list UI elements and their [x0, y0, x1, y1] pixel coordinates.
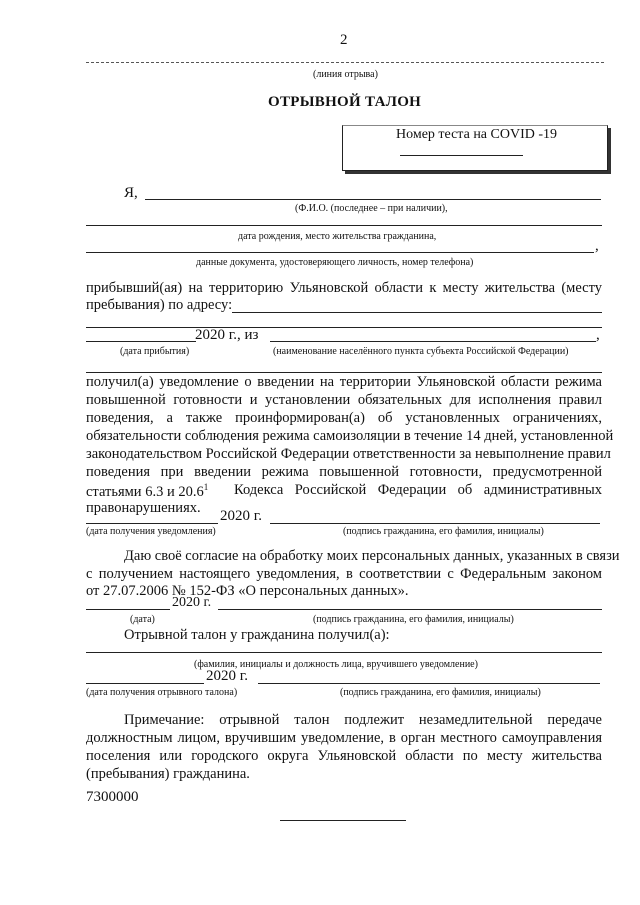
notice-line: поведения при введении режима повышенной готовности, предусмотренной	[86, 464, 602, 480]
consent-line-3: от 27.07.2006 № 152-ФЗ «О персональных данных».	[86, 583, 409, 599]
covid-test-label: Номер теста на COVID -19	[396, 127, 558, 142]
consent-signature-caption: (подпись гражданина, его фамилия, инициалы)	[313, 614, 514, 625]
document-phone-comma: ,	[595, 238, 599, 254]
origin-place-comma: ,	[596, 327, 600, 343]
arrival-line-1: прибывший(ая) на территорию Ульяновской области к месту жительства (месту	[86, 280, 602, 296]
birth-residence-caption: дата рождения, место жительства гражданина,	[238, 231, 437, 242]
covid-test-number-field[interactable]	[400, 155, 523, 156]
origin-place-caption: (наименование населённого пункта субъекта Российской Федерации)	[273, 346, 569, 357]
note-line: поселения или городского округа Ульяновской области по месту жительства	[86, 748, 602, 764]
coupon-date-caption: (дата получения отрывного талона)	[86, 687, 238, 698]
origin-place-field-2[interactable]	[86, 372, 602, 373]
full-name-caption: (Ф.И.О. (последнее – при наличии),	[295, 203, 448, 214]
tear-line-caption: (линия отрыва)	[313, 69, 378, 80]
official-name-field[interactable]	[86, 652, 602, 653]
coupon-date-field[interactable]	[86, 683, 204, 684]
arrival-date-caption: (дата прибытия)	[120, 346, 190, 357]
notice-line-articles	[86, 482, 602, 501]
tear-line	[86, 62, 604, 63]
notice-line: поведения, а также проинформирован(а) об установленных ограничениях,	[86, 410, 602, 426]
origin-place-field[interactable]	[270, 341, 596, 342]
notice-signature-caption: (подпись гражданина, его фамилия, инициалы)	[343, 526, 544, 537]
document-code: 7300000	[86, 789, 139, 805]
notice-line: повышенной готовности и установлении обязательных для исполнения правил	[86, 392, 602, 408]
consent-date-caption: (дата)	[130, 614, 155, 625]
notice-articles-text: статьями 6.3 и 20.6	[86, 483, 204, 500]
coupon-year: 2020 г.	[206, 668, 248, 684]
notice-articles-code: Кодекса Российской Федерации об административных	[234, 482, 602, 498]
notice-line: законодательством Российской Федерации ответственности за невыполнение правил	[86, 446, 611, 462]
note-line-last: (пребывания) гражданина.	[86, 766, 250, 782]
notice-year: 2020 г.	[220, 508, 262, 524]
footer-rule	[280, 820, 406, 821]
consent-signature-field[interactable]	[218, 609, 602, 610]
arrival-year-text: 2020 г., из	[195, 327, 259, 343]
birth-residence-field[interactable]	[86, 225, 602, 226]
footnote-mark: 1	[203, 482, 209, 492]
official-name-caption: (фамилия, инициалы и должность лица, вручившего уведомление)	[194, 659, 478, 670]
notice-date-field[interactable]	[86, 523, 218, 524]
address-field[interactable]	[232, 312, 602, 313]
address-field-2[interactable]	[86, 327, 602, 328]
note-line-1: Примечание: отрывной талон подлежит незамедлительной передаче	[124, 712, 602, 728]
consent-line-1: Даю своё согласие на обработку моих персональных данных, указанных в связи	[124, 548, 620, 564]
consent-line-2: с получением настоящего уведомления, в соответствии с Федеральным законом	[86, 566, 602, 582]
coupon-signature-caption: (подпись гражданина, его фамилия, инициалы)	[340, 687, 541, 698]
document-phone-caption: данные документа, удостоверяющего личность, номер телефона)	[196, 257, 474, 268]
note-line: должностным лицом, вручившим уведомление, в орган местного самоуправления	[86, 730, 602, 746]
page-number: 2	[340, 32, 348, 48]
coupon-signature-field[interactable]	[258, 683, 600, 684]
consent-year: 2020 г.	[172, 595, 212, 610]
notice-line: получил(а) уведомление о введении на территории Ульяновской области режима	[86, 374, 602, 390]
received-label: Отрывной талон у гражданина получил(а):	[124, 627, 390, 643]
notice-line: обязательности соблюдения режима самоизоляции в течение 14 дней, установленной	[86, 428, 614, 444]
arrival-date-field[interactable]	[86, 341, 196, 342]
arrival-line-2: пребывания) по адресу:	[86, 297, 233, 313]
notice-signature-field[interactable]	[270, 523, 600, 524]
consent-date-field[interactable]	[86, 609, 170, 610]
document-phone-field[interactable]	[86, 252, 594, 253]
full-name-field[interactable]	[145, 199, 601, 200]
notice-date-caption: (дата получения уведомления)	[86, 526, 216, 537]
name-prefix: Я,	[124, 185, 138, 201]
notice-line-last: правонарушениях.	[86, 500, 201, 516]
page-title: ОТРЫВНОЙ ТАЛОН	[268, 94, 422, 110]
